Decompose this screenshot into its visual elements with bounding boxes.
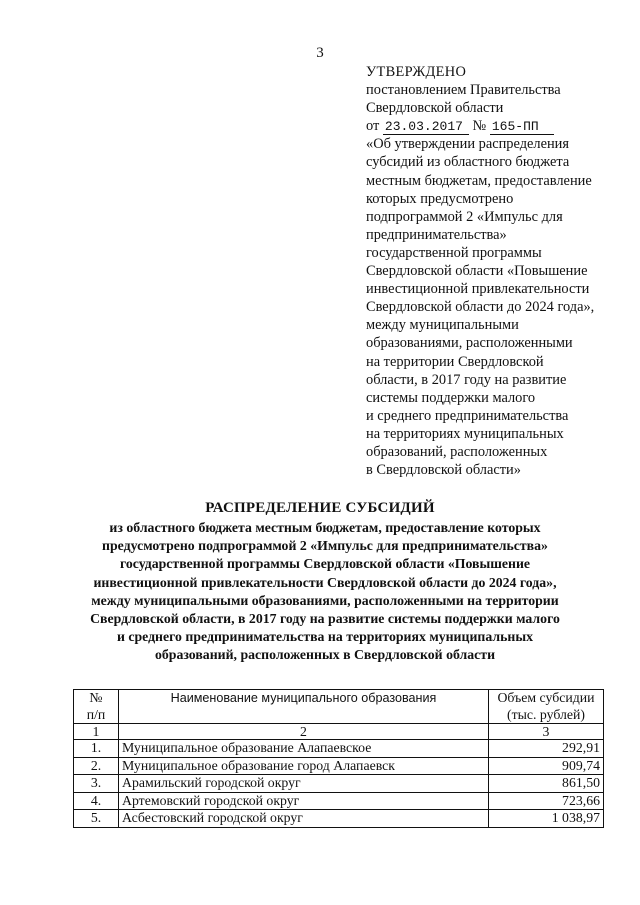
approval-title-line: подпрограммой 2 «Импульс для — [366, 208, 563, 225]
row-name: Муниципальное образование город Алапаевск — [119, 757, 489, 775]
approval-title-line: Свердловской области до 2024 года», — [366, 299, 595, 316]
subtitle-line: образований, расположенных в Свердловской области — [154, 647, 496, 663]
column-index: 1 — [74, 724, 119, 740]
subtitle-line: государственной программы Свердловской области «Повышение — [119, 556, 531, 572]
column-index: 2 — [119, 724, 489, 740]
column-index: 3 — [489, 724, 604, 740]
row-amount: 723,66 — [489, 792, 604, 810]
table-row — [74, 757, 604, 775]
header-number-line2: п/п — [86, 706, 106, 722]
row-name: Арамильский городской округ — [119, 775, 489, 793]
approval-title-line: государственной программы — [366, 244, 542, 261]
approval-title-line: субсидий из областного бюджета — [366, 154, 570, 171]
approval-date-number-line — [366, 117, 636, 135]
subsidy-table — [73, 689, 604, 828]
approval-date: 23.03.2017 — [383, 120, 469, 135]
approval-heading: УТВЕРЖДЕНО — [366, 64, 467, 80]
subtitle-line: Свердловской области, в 2017 году на развитие системы поддержки малого — [90, 611, 560, 627]
subtitle-line: инвестиционной привлекательности Свердловской области до 2024 года», — [93, 574, 557, 590]
approval-title-line: предпринимательства» — [366, 226, 507, 243]
approval-title-line: системы поддержки малого — [366, 389, 536, 406]
approval-title-line: местным бюджетам, предоставление — [366, 172, 592, 189]
table-row — [74, 740, 604, 758]
row-amount: 1 038,97 — [489, 810, 604, 828]
row-name: Асбестовский городской округ — [119, 810, 489, 828]
number-prefix: № — [472, 118, 487, 135]
row-name: Артемовский городской округ — [119, 792, 489, 810]
row-name: Муниципальное образование Алапаевское — [119, 740, 489, 758]
approval-block — [366, 63, 636, 479]
subtitle-line: между муниципальными образованиями, расположенными на территории — [91, 592, 559, 608]
approval-title — [366, 135, 636, 479]
subtitle-line: из областного бюджета местным бюджетам, предоставление которых — [109, 520, 541, 535]
header-amount-line2: (тыс. рублей) — [506, 706, 585, 722]
header-number-line1: № — [89, 690, 103, 705]
approval-title-line: Свердловской области «Повышение — [366, 263, 588, 280]
header-number — [74, 690, 119, 724]
approval-issuer-line1: постановлением Правительства — [366, 82, 561, 99]
row-number: 4. — [74, 792, 119, 810]
document-subtitle — [60, 519, 590, 665]
page-number: 3 — [316, 45, 324, 61]
header-name: Наименование муниципального образования — [119, 690, 489, 724]
table-row — [74, 792, 604, 810]
row-number: 3. — [74, 775, 119, 793]
document-title: РАСПРЕДЕЛЕНИЕ СУБСИДИЙ — [205, 500, 435, 516]
subtitle-line: предусмотрено подпрограммой 2 «Импульс для предпринимательства» — [102, 538, 548, 554]
approval-title-line: образований, расположенных — [366, 443, 548, 460]
approval-title-line: области, в 2017 году на развитие — [366, 371, 567, 388]
approval-title-line: «Об утверждении распределения — [366, 136, 570, 153]
approval-issuer-line2: Свердловской области — [366, 100, 504, 117]
approval-title-line: и среднего предпринимательства — [366, 407, 569, 424]
subtitle-line: и среднего предпринимательства на территориях муниципальных — [116, 629, 534, 645]
table-row — [74, 810, 604, 828]
header-amount-line1: Объем субсидии — [497, 690, 595, 705]
row-number: 5. — [74, 810, 119, 828]
approval-title-line: на территориях муниципальных — [366, 425, 564, 442]
approval-title-line: которых предусмотрено — [366, 190, 514, 207]
approval-title-line: в Свердловской области» — [366, 462, 521, 479]
column-index-row — [74, 724, 604, 740]
table-header-row — [74, 690, 604, 724]
row-amount: 292,91 — [489, 740, 604, 758]
approval-title-line: между муниципальными — [366, 317, 519, 334]
row-number: 1. — [74, 740, 119, 758]
approval-title-line: образованиями, расположенными — [366, 335, 573, 352]
date-prefix: от — [366, 118, 380, 135]
row-number: 2. — [74, 757, 119, 775]
header-amount — [489, 690, 604, 724]
approval-title-line: на территории Свердловской — [366, 353, 544, 370]
row-amount: 909,74 — [489, 757, 604, 775]
approval-title-line: инвестиционной привлекательности — [366, 281, 590, 298]
approval-number: 165-ПП — [490, 120, 554, 135]
row-amount: 861,50 — [489, 775, 604, 793]
table-row — [74, 775, 604, 793]
